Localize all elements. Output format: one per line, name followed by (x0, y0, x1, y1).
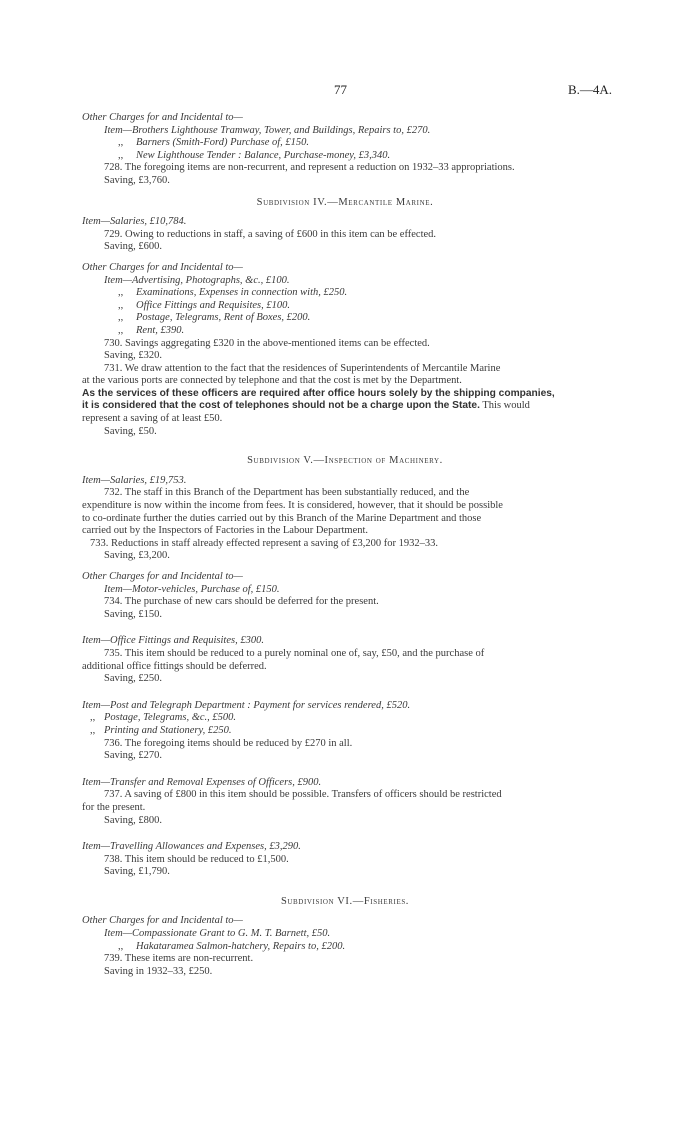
item-line: ,, New Lighthouse Tender : Balance, Purchase-money, £3,340. (118, 149, 391, 161)
item-line: ,, Postage, Telegrams, &c., £500. (90, 712, 237, 724)
item-line: Item—Advertising, Photographs, &c., £100. (104, 274, 290, 286)
saving-line: Saving in 1932–33, £250. (104, 965, 213, 977)
paragraph-731: 731. We draw attention to the fact that the residences of Superintendents of Mercantile Marine (104, 362, 501, 374)
paragraph-737: 737. A saving of £800 in this item should be possible. Transfers of officers should be restricted (104, 789, 502, 801)
paragraph-732-cont: to co-ordinate further the duties carried out by this Branch of the Marine Department and those (82, 512, 482, 524)
paragraph-729: 729. Owing to reductions in staff, a saving of £600 in this item can be effected. (104, 228, 437, 240)
paragraph-733: 733. Reductions in staff already effected represent a saving of £3,200 for 1932–33. (90, 537, 439, 549)
other-charges-heading: Other Charges for and Incidental to— (82, 112, 243, 123)
saving-line: Saving, £250. (104, 673, 163, 685)
item-line: ,, Postage, Telegrams, Rent of Boxes, £200. (118, 312, 311, 324)
section-heading-fisheries: Subdivision VI.—Fisheries. (280, 895, 410, 907)
paragraph-731-cont: at the various ports are connected by telephone and that the cost is met by the Department. (82, 375, 462, 387)
section-heading-inspection-of-machinery: Subdivision V.—Inspection of Machinery. (247, 455, 443, 467)
paragraph-731-cont: it is considered that the cost of telephones should not be a charge upon the State. This would (82, 400, 530, 412)
paragraph-739: 739. These items are non-recurrent. (104, 953, 254, 965)
paragraph-736: 736. The foregoing items should be reduced by £270 in all. (104, 737, 353, 749)
item-line: ,, Office Fittings and Requisites, £100. (118, 299, 290, 311)
document-body (82, 112, 608, 978)
page-reference: B.—4A. (567, 82, 612, 97)
paragraph-732-cont: expenditure is now within the income from fees. It is considered, however, that it should be possible (82, 500, 503, 512)
saving-line: Saving, £270. (104, 750, 163, 762)
item-line: Item—Post and Telegraph Department : Payment for services rendered, £520. (82, 699, 411, 711)
item-line: Item—Motor-vehicles, Purchase of, £150. (104, 583, 280, 595)
paragraph-731-cont: represent a saving of at least £50. (82, 413, 223, 425)
item-line: Item—Office Fittings and Requisites, £300. (82, 635, 264, 647)
paragraph-730: 730. Savings aggregating £320 in the above-mentioned items can be effected. (104, 337, 430, 349)
saving-line: Saving, £1,790. (104, 866, 170, 878)
item-line: Item—Salaries, £10,784. (82, 216, 187, 228)
saving-line: Saving, £600. (104, 241, 163, 253)
other-charges-heading: Other Charges for and Incidental to— (82, 261, 243, 273)
paragraph-737-cont: for the present. (82, 801, 146, 813)
paragraph-728: 728. The foregoing items are non-recurrent, and represent a reduction on 1932–33 appropriations. (104, 162, 515, 174)
saving-line: Saving, £320. (104, 350, 163, 362)
item-line: ,, Rent, £390. (118, 324, 185, 336)
paragraph-735-cont: additional office fittings should be deferred. (82, 660, 267, 672)
item-line: ,, Examinations, Expenses in connection with, £250. (118, 287, 348, 299)
saving-line: Saving, £50. (104, 425, 157, 437)
item-line: ,, Printing and Stationery, £250. (90, 724, 232, 736)
paragraph-734: 734. The purchase of new cars should be deferred for the present. (104, 596, 379, 608)
item-line: Item—Compassionate Grant to G. M. T. Barnett, £50. (104, 928, 331, 940)
paragraph-738: 738. This item should be reduced to £1,500. (104, 853, 289, 865)
paragraph-731-cont: As the services of these officers are required after office hours solely by the shipping companies, (82, 387, 555, 399)
item-line: ,, Hakataramea Salmon-hatchery, Repairs to, £200. (118, 940, 346, 952)
paragraph-732-cont: carried out by the Inspectors of Factories in the Labour Department. (82, 525, 369, 537)
item-line: ,, Barners (Smith-Ford) Purchase of, £150. (118, 137, 310, 149)
other-charges-heading: Other Charges for and Incidental to— (82, 915, 243, 927)
section-heading-mercantile-marine: Subdivision IV.—Mercantile Marine. (256, 196, 434, 208)
item-line: Item—Travelling Allowances and Expenses, £3,290. (82, 841, 301, 853)
paragraph-735: 735. This item should be reduced to a purely nominal one of, say, £50, and the purchase of (104, 647, 485, 659)
page-number: 77 (334, 82, 347, 97)
saving-line: Saving, £800. (104, 814, 163, 826)
item-line: Item—Brothers Lighthouse Tramway, Tower, and Buildings, Repairs to, £270. (104, 124, 431, 136)
item-line: Item—Transfer and Removal Expenses of Officers, £900. (82, 776, 322, 788)
saving-line: Saving, £3,760. (104, 174, 170, 186)
paragraph-732: 732. The staff in this Branch of the Department has been substantially reduced, and the (104, 487, 470, 499)
item-line: Item—Salaries, £19,753. (82, 474, 187, 486)
other-charges-heading: Other Charges for and Incidental to— (82, 571, 243, 582)
page-header (0, 84, 700, 100)
saving-line: Saving, £3,200. (104, 550, 170, 562)
saving-line: Saving, £150. (104, 608, 163, 620)
